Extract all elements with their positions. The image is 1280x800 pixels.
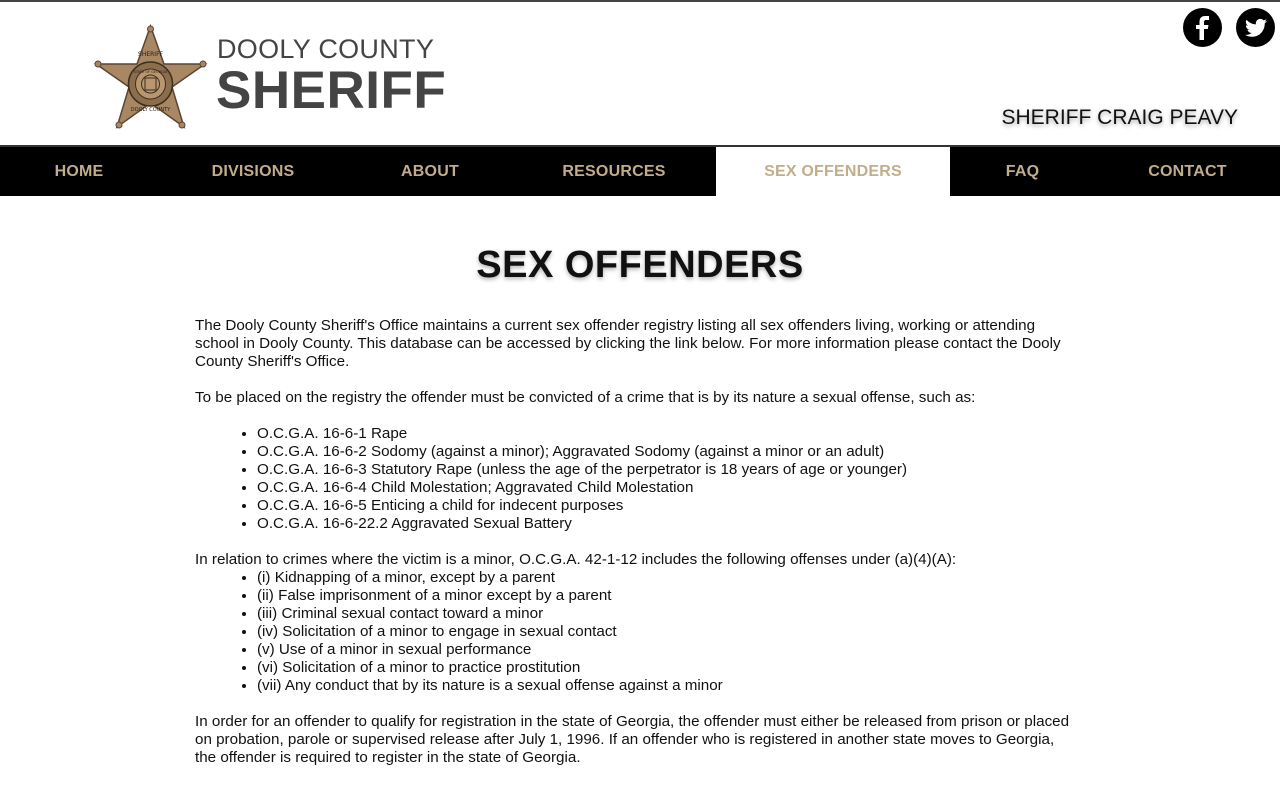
twitter-icon [1245,18,1267,38]
nav-about[interactable]: ABOUT [401,162,459,180]
nav-faq[interactable]: FAQ [1005,162,1040,180]
facebook-link[interactable] [1183,8,1222,47]
list-item: • (vi) Solicitation of a minor to practice prostitution [257,659,1075,677]
svg-text:STATE OF GEORGIA: STATE OF GEORGIA [133,70,168,74]
twitter-link[interactable] [1236,8,1275,47]
list-item: • O.C.G.A. 16-6-4 Child Molestation; Aggravated Child Molestation [257,479,1075,497]
sheriff-star-badge-icon[interactable] [93,24,208,132]
minor-offenses-intro: In relation to crimes where the victim is a minor, O.C.G.A. 42-1-12 includes the following offenses under (a)(4)(A): [195,551,957,568]
list-item: • (i) Kidnapping of a minor, except by a parent [257,569,1075,587]
list-item: • O.C.G.A. 16-6-3 Statutory Rape (unless the age of the perpetrator is 18 years of age or younger) [257,461,1075,479]
intro-paragraph: The Dooly County Sheriff's Office maintains a current sex offender registry listing all sex offenders living, working or attending school in Dooly County. This database can be accessed by clicking the link below. For more information please contact the Dooly County Sheriff's Office. [195,317,1061,370]
criteria-intro: To be placed on the registry the offender must be convicted of a crime that is by its nature a sexual offense, such as: [195,389,976,406]
list-item: • O.C.G.A. 16-6-22.2 Aggravated Sexual Battery [257,515,1075,533]
sheriff-name: SHERIFF CRAIG PEAVY [1001,106,1238,129]
list-item: • O.C.G.A. 16-6-2 Sodomy (against a minor); Aggravated Sodomy (against a minor or an adult) [257,443,1075,461]
nav-divisions[interactable]: DIVISIONS [211,162,295,180]
minor-offense-list [195,569,1075,695]
list-item: • (v) Use of a minor in sexual performance [257,641,1075,659]
main-nav [0,145,1280,196]
brand-sheriff-title[interactable]: SHERIFF [216,61,447,120]
list-item: • (ii) False imprisonment of a minor except by a parent [257,587,1075,605]
nav-home[interactable]: HOME [54,162,104,180]
page-title: SEX OFFENDERS [476,244,804,286]
list-item: • O.C.G.A. 16-6-5 Enticing a child for indecent purposes [257,497,1075,515]
facebook-icon [1193,16,1213,40]
brand-county-name[interactable]: DOOLY COUNTY [217,34,435,64]
nav-resources[interactable]: RESOURCES [562,162,666,180]
nav-sex-offenders[interactable]: SEX OFFENDERS [716,147,950,196]
list-item: • (iv) Solicitation of a minor to engage in sexual contact [257,623,1075,641]
offense-list [195,425,1075,533]
list-item: • O.C.G.A. 16-6-1 Rape [257,425,1075,443]
registration-paragraph: In order for an offender to qualify for registration in the state of Georgia, the offender must either be released from prison or placed on probation, parole or supervised release after July 1, 1996. If an offender who is registered in another state moves to Georgia, the offender is required to register in the state of Georgia. [195,713,1070,766]
main-content [195,317,1075,767]
nav-contact[interactable]: CONTACT [1148,162,1227,180]
site-header [0,2,1280,145]
list-item: • (iii) Criminal sexual contact toward a minor [257,605,1075,623]
svg-text:DOOLY COUNTY: DOOLY COUNTY [130,107,171,113]
list-item: • (vii) Any conduct that by its nature is a sexual offense against a minor [257,677,1075,695]
svg-text:SHERIFF: SHERIFF [138,51,163,58]
